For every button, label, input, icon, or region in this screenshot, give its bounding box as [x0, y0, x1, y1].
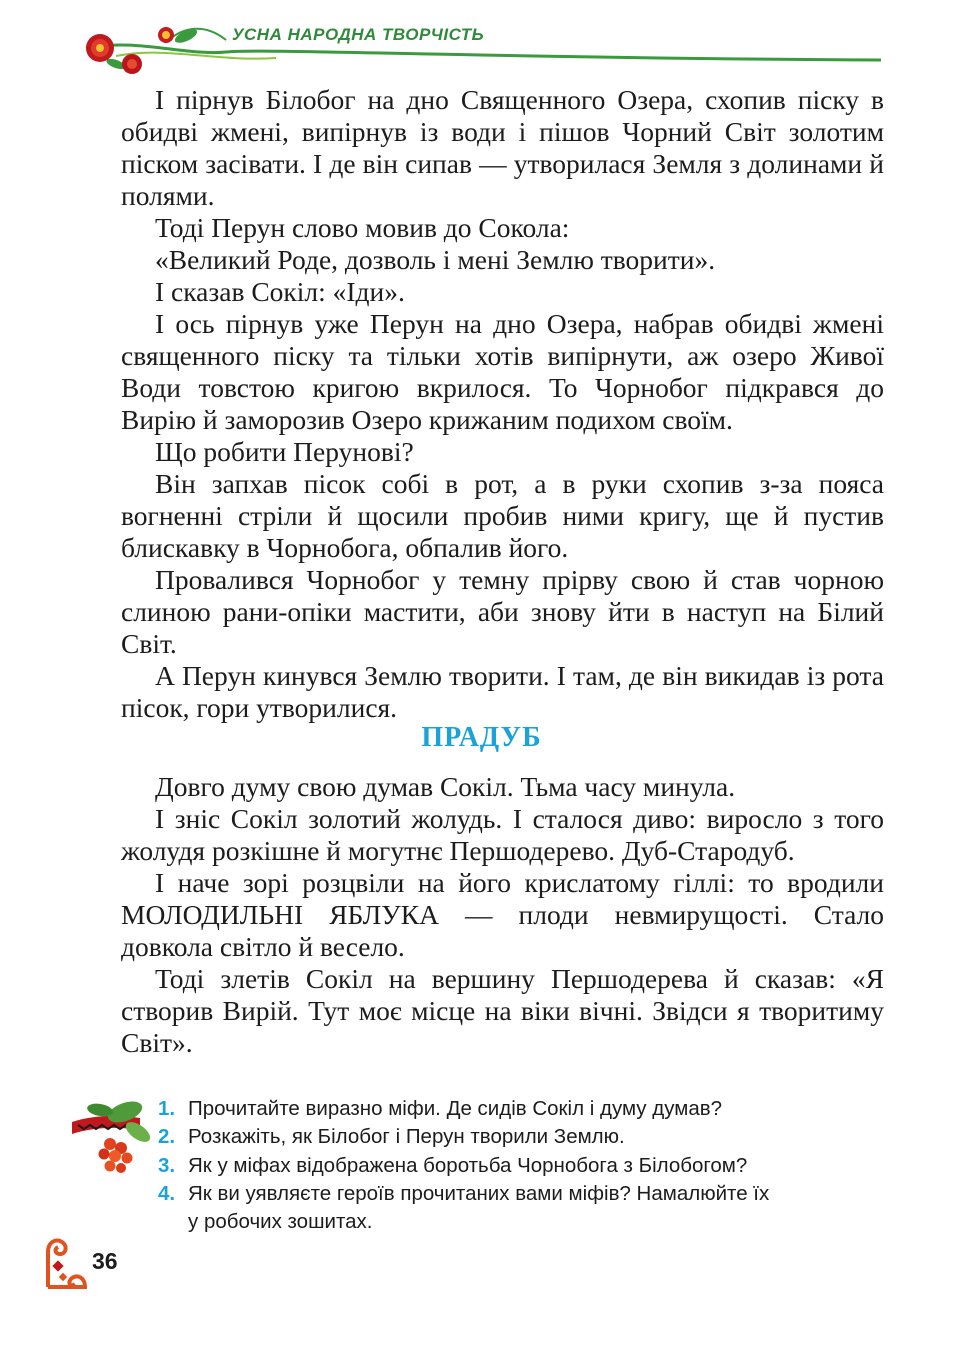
story-text-block — [121, 84, 884, 724]
paragraph: Він запхав пісок собі в рот, а в руки схопив з-за пояса вогненні стріли й щосили пробив ними кригу, ще й пустив блискавку в Чорнобога, обпалив його. — [121, 468, 884, 563]
story-text-block — [121, 771, 884, 1059]
question-item — [158, 1123, 898, 1151]
question-text: Прочитайте виразно міфи. Де сидів Сокіл і думу думав? — [188, 1097, 723, 1120]
paragraph: Провалився Чорнобог у темну прірву свою й став чорною слиною рани-опіки мастити, аби знову йти в наступ на Білий Світ. — [121, 564, 884, 659]
question-text: Як ви уявляєте героїв прочитаних вами міфів? Намалюйте їх — [188, 1181, 770, 1205]
question-number: 4. — [158, 1181, 176, 1205]
header-title: УСНА НАРОДНА ТВОРЧІСТЬ — [232, 25, 485, 44]
question-number: 2. — [158, 1125, 176, 1149]
question-number: 3. — [158, 1153, 176, 1177]
questions-list — [158, 1095, 898, 1236]
page-header — [0, 0, 963, 90]
paragraph: І ось пірнув уже Перун на дно Озера, набрав обидві жмені священного піску та тільки хотів випірнути, аж озеро Живої Води товстою кригою вкрилося. То Чорнобог підкрався до Вирію й заморозив Озеро крижаним подихом своїм. — [121, 308, 884, 435]
flowers-decoration-icon — [76, 18, 896, 78]
paragraph: І наче зорі розцвіли на його крислатому гіллі: то вродили МОЛОДИЛЬНІ ЯБЛУКА — плоди невмирущості. Стало довкола світло й весело. — [121, 867, 884, 962]
page-number: 36 — [92, 1248, 118, 1274]
question-text: Розкажіть, як Білобог і Перун творили Землю. — [188, 1125, 625, 1149]
question-item — [158, 1180, 898, 1237]
paragraph: Тоді злетів Сокіл на вершину Першодерева й сказав: «Я створив Вирій. Тут моє місце на віки вічні. Звідси я творитиму Світ». — [121, 963, 884, 1058]
question-number: 1. — [158, 1097, 176, 1120]
paragraph: І сказав Сокіл: «Іди». — [155, 276, 405, 307]
paragraph: Тоді Перун слово мовив до Сокола: — [155, 212, 570, 243]
paragraph: «Великий Роде, дозволь і мені Землю творити». — [155, 244, 716, 275]
section-title: ПРАДУБ — [421, 722, 542, 753]
question-text: Як у міфах відображена боротьба Чорнобога з Білобогом? — [188, 1153, 748, 1177]
ornament-icon — [40, 1232, 90, 1292]
paragraph: Довго думу свою думав Сокіл. Тьма часу минула. — [155, 771, 736, 802]
paragraph: Що робити Перунові? — [155, 436, 414, 467]
viburnum-berries-icon — [70, 1092, 155, 1182]
paragraph: І пірнув Білобог на дно Священного Озера, схопив піску в обидві жмені, випірнув із води і пішов Чорний Світ золотим піском засівати. І де він сипав — утворилася Земля з долинами й полями. — [121, 84, 884, 211]
question-item — [158, 1152, 898, 1180]
paragraph: І зніс Сокіл золотий жолудь. І сталося диво: виросло з того жолудя розкішне й могутнє Першодерево. Дуб-Стародуб. — [121, 803, 884, 866]
question-text-continuation: у робочих зошитах. — [188, 1210, 373, 1234]
paragraph: А Перун кинувся Землю творити. І там, де він викидав із рота пісок, гори утворилися. — [121, 660, 884, 723]
question-item — [158, 1095, 898, 1123]
